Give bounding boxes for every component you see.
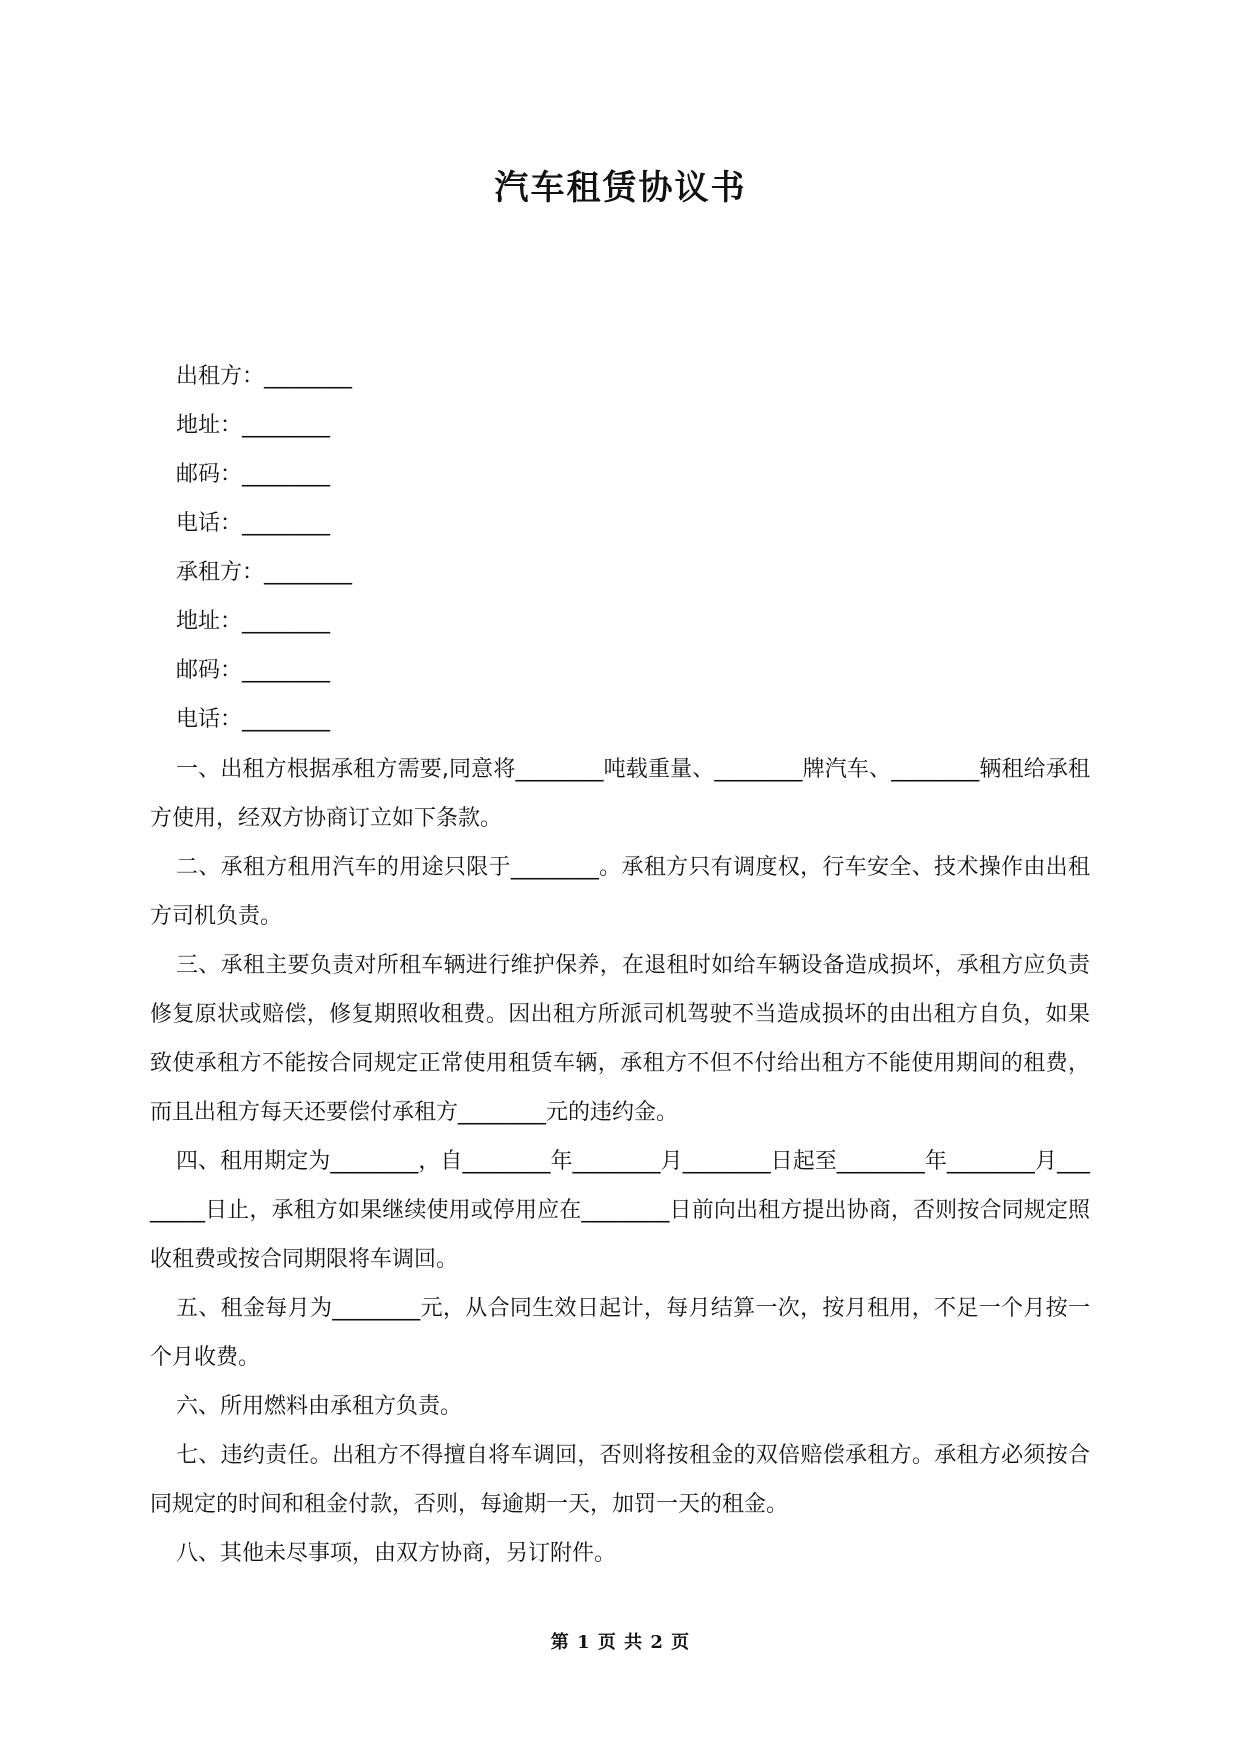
- lessee-name-line: 承租方：________: [176, 560, 353, 585]
- page-footer: 第 1 页 共 2 页: [550, 1632, 691, 1653]
- clause-8: 八、其他未尽事项，由双方协商，另订附件。: [176, 1541, 617, 1566]
- clause-6: 六、所用燃料由承租方负责。: [176, 1394, 463, 1419]
- clause-2: 二、承租方租用汽车的用途只限于________。承租方只有调度权，行车安全、技术操作由出租方司机负责。: [150, 855, 1090, 929]
- clause-3: 三、承租主要负责对所租车辆进行维护保养，在退租时如给车辆设备造成损坏，承租方应负责修复原状或赔偿，修复期照收租费。因出租方所派司机驾驶不当造成损坏的由出租方自负，如果致使承租方不能按合同规定正常使用租赁车辆，承租方不但不付给出租方不能使用期间的租费，而且出租方每天还要偿付承租方________元的违约金。: [150, 953, 1090, 1125]
- party-info-block: [176, 352, 352, 744]
- clause-7: 七、违约责任。出租方不得擅自将车调回，否则将按租金的双倍赔偿承租方。承租方必须按合同规定的时间和租金付款，否则，每逾期一天，加罚一天的租金。: [150, 1443, 1090, 1517]
- lessee-postcode-line: 邮码：________: [176, 658, 331, 683]
- lessor-address-line: 地址：________: [176, 413, 331, 438]
- lessee-phone-line: 电话：________: [176, 707, 331, 732]
- contract-clauses: [150, 745, 1090, 1578]
- document-title: 汽车租赁协议书: [494, 168, 747, 208]
- clause-5: 五、租金每月为________元，从合同生效日起计，每月结算一次，按月租用，不足一个月按一个月收费。: [150, 1296, 1090, 1370]
- lessee-address-line: 地址：________: [176, 609, 331, 634]
- lessor-phone-line: 电话：________: [176, 511, 331, 536]
- lessor-name-line: 出租方：________: [176, 364, 353, 389]
- clause-4: 四、租用期定为________，自________年________月________日起至________年________月________日止，承租方如果继续使用或停用应在________日前向出租方提出协商，否则按合同规定照收租费或按合同期限将车调回。: [150, 1149, 1090, 1272]
- clause-1: 一、出租方根据承租方需要,同意将________吨载重量、________牌汽车、________辆租给承租方使用，经双方协商订立如下条款。: [150, 757, 1090, 831]
- lessor-postcode-line: 邮码：________: [176, 462, 331, 487]
